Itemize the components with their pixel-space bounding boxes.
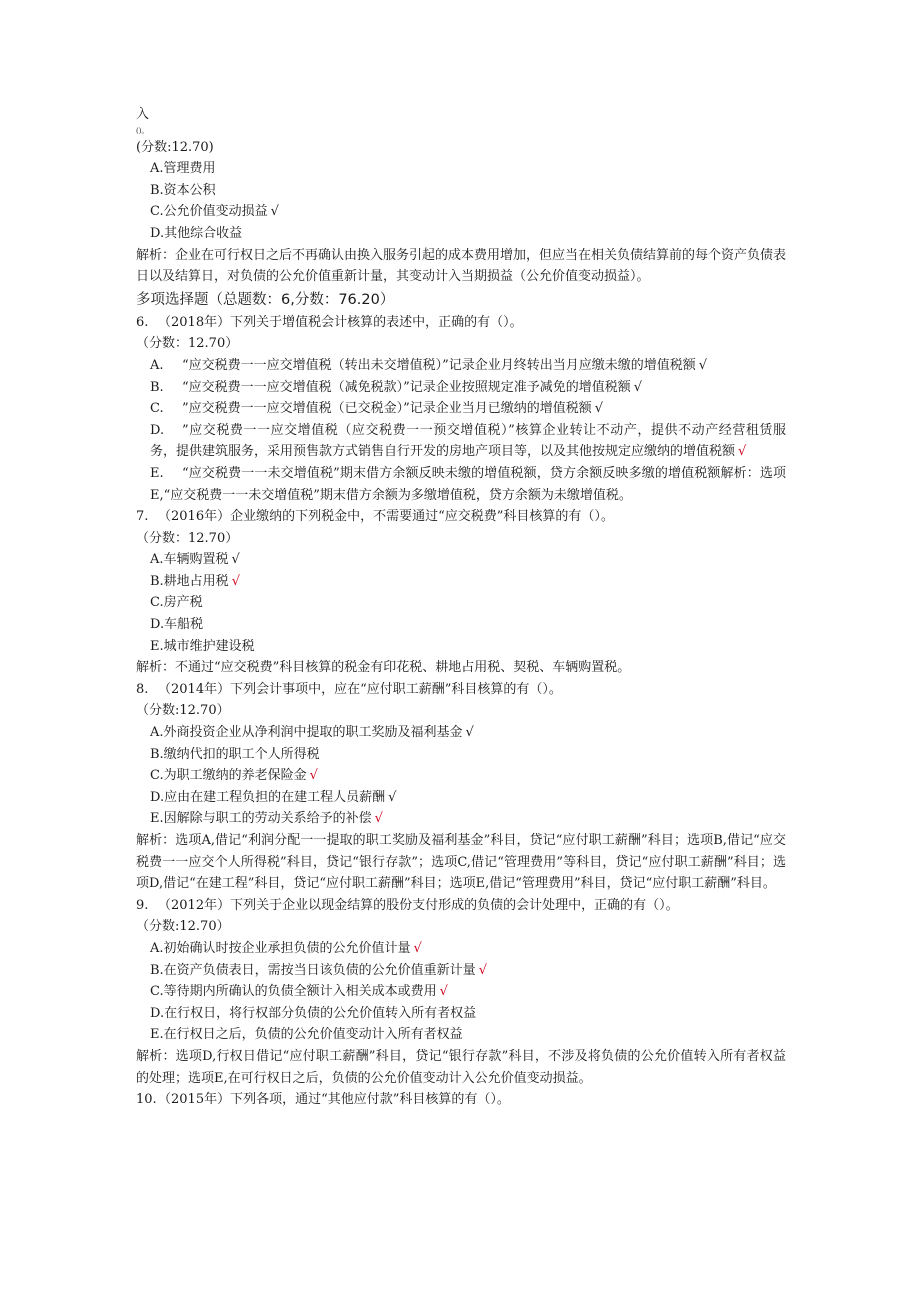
check-mark-icon: √ [231,573,240,589]
option-text: E.城市维护建设税 [150,638,255,654]
check-mark-icon: √ [439,984,448,1000]
answer-option [136,938,786,960]
option-text: C.公允价值变动损益 [150,204,268,220]
check-mark-icon: √ [594,401,604,417]
answer-option [136,981,786,1003]
answer-option [136,420,786,463]
option-label: E. [150,465,164,481]
option-text: D.其他综合收益 [150,225,243,241]
option-text: “应交税费一一应交增值税（转出未交增值税）”记录企业月终转出当月应缴未缴的增值税额 [182,357,696,373]
option-list [136,158,786,244]
option-list [136,938,786,1046]
answer-option [136,722,786,744]
check-mark-icon: √ [231,552,240,568]
question-number: 6. [136,314,149,330]
answer-option [136,549,786,571]
analysis-text: 解析：企业在可行权日之后不再确认由换入服务引起的成本费用增加，但应当在相关负债结算前的每个资产负债表日以及结算日，对负债的公允价值重新计量，其变动计入当期损益（公允价值变动损益）。 [136,247,787,285]
option-text: “应交税费一一未交增值税”期末借方余额反映未缴的增值税额，贷方余额反映多缴的增值税额解析：选项E,“应交税费一一未交增值税”期末借方余额为多缴增值税，贷方余额为未缴增值税。 [150,465,786,503]
question-6 [136,312,786,334]
option-text: B.耕地占用税 [150,573,229,589]
question-10 [136,1089,786,1111]
score-label: （分数:12.70） [136,703,230,719]
answer-option [136,377,786,399]
option-text: E.因解除与职工的劳动关系给予的补偿 [150,811,372,827]
option-label: D. [150,422,165,438]
answer-option [136,398,786,420]
option-text: B.缴纳代扣的职工个人所得税 [150,746,320,762]
option-text: D.在行权日，将行权部分负债的公允价值转入所有者权益 [150,1005,477,1021]
option-text: B.在资产负债表日，需按当日该负债的公允价值重新计量 [150,962,476,978]
question-7 [136,506,786,528]
section-title: 多项选择题（总题数：6,分数：76.20） [136,291,395,308]
answer-option [136,1003,786,1025]
answer-option [136,223,786,245]
answer-option [136,355,786,377]
question-8 [136,679,786,701]
question-number: 9. [136,897,149,913]
answer-option [136,808,786,830]
answer-option [136,765,786,787]
answer-option [136,592,786,614]
option-text: C.为职工缴纳的养老保险金 [150,768,307,784]
option-text: ”应交税费一一应交增值税（应交税费一一预交增值税）”核算企业转让不动产，提供不动产经营租赁服务，提供建筑服务，采用预售款方式销售自行开发的房地产项目等，以及其他按规定应缴纳的增值税额 [150,422,786,460]
answer-option [136,201,786,223]
check-mark-icon: √ [478,962,487,978]
check-mark-icon: √ [388,789,397,805]
option-text: A.车辆购置税 [150,552,229,568]
check-mark-icon: √ [309,768,318,784]
document-page [136,104,786,1111]
option-text: B.资本公积 [150,182,216,198]
score-label: (分数:12.70) [136,139,214,155]
option-text: D.车船税 [150,617,204,633]
check-mark-icon: √ [738,444,747,460]
option-text: “应交税费一一应交增值税（减免税款）”记录企业按照规定准予减免的增值税额 [182,379,631,395]
option-text: A.外商投资企业从净利润中提取的职工奖励及福利基金 [150,725,463,741]
analysis-text: 解析：选项A,借记“利润分配一一提取的职工奖励及福利基金”科目，贷记“应付职工薪酬”科目；选项B,借记“应交税费一一应交个人所得税”科目，贷记“银行存款”；选项C,借记“管理费用”等科目，贷记“应付职工薪酬”科目；选项D,借记“在建工程”科目，贷记“应付职工薪酬”科目；选项E,借记“管理费用”科目，贷记“应付职工薪酬”科目。 [136,833,786,892]
answer-option [136,1024,786,1046]
question-number: 10. [136,1092,157,1108]
analysis-text: 解析：不通过“应交税费”科目核算的税金有印花税、耕地占用税、契税、车辆购置税。 [136,660,631,676]
question-text: （2014年）下列会计事项中，应在“应付职工薪酬”科目核算的有（）。 [158,681,562,697]
check-mark-icon: √ [698,357,708,373]
score-label: （分数:12.70） [136,919,230,935]
check-mark-icon: √ [633,379,643,395]
question-tail-line: 入 [136,107,150,122]
question-number: 8. [136,681,149,697]
check-mark-icon: √ [413,940,422,956]
answer-option [136,960,786,982]
answer-option [136,571,786,593]
question-text: （2015年）下列各项，通过“其他应付款”科目核算的有（）。 [158,1092,510,1108]
option-text: ”应交税费一一应交增值税（已交税金）”记录企业当月已缴纳的增值税额 [182,401,592,417]
question-tail-blank: ()。 [136,126,149,135]
answer-option [136,614,786,636]
answer-option [136,744,786,766]
score-label: （分数：12.70） [136,336,239,352]
analysis-text: 解析：选项D,行权日借记“应付职工薪酬”科目，贷记“银行存款”科目，不涉及将负债的公允价值转入所有者权益的处理；选项E,在可行权日之后，负债的公允价值变动计入公允价值变动损益。 [136,1048,786,1086]
option-text: E.在行权日之后，负债的公允价值变动计入所有者权益 [150,1027,463,1043]
option-list [136,722,786,830]
answer-option [136,180,786,202]
check-mark-icon: √ [374,811,383,827]
question-number: 7. [136,509,149,525]
option-text: C.房产税 [150,595,203,611]
answer-option [136,636,786,658]
question-9 [136,895,786,917]
question-text: （2018年）下列关于增值税会计核算的表述中，正确的有（）。 [158,314,523,330]
option-e-with-analysis [136,463,786,506]
option-list [136,549,786,657]
option-label: A. [150,357,164,373]
option-list [136,355,786,463]
answer-option [136,787,786,809]
score-label: （分数：12.70） [136,530,239,546]
check-mark-icon: √ [465,725,474,741]
question-text: （2012年）下列关于企业以现金结算的股份支付形成的负债的会计处理中，正确的有（）。 [158,897,679,913]
option-label: B. [150,379,164,395]
check-mark-icon: √ [270,204,279,220]
option-text: A.初始确认时按企业承担负债的公允价值计量 [150,940,411,956]
question-text: （2016年）企业缴纳的下列税金中，不需要通过“应交税费”科目核算的有（）。 [158,509,614,525]
answer-option [136,158,786,180]
option-label: C. [150,401,164,417]
option-text: D.应由在建工程负担的在建工程人员薪酬 [150,789,386,805]
option-text: A.管理费用 [150,161,216,177]
option-text: C.等待期内所确认的负债全额计入相关成本或费用 [150,984,437,1000]
